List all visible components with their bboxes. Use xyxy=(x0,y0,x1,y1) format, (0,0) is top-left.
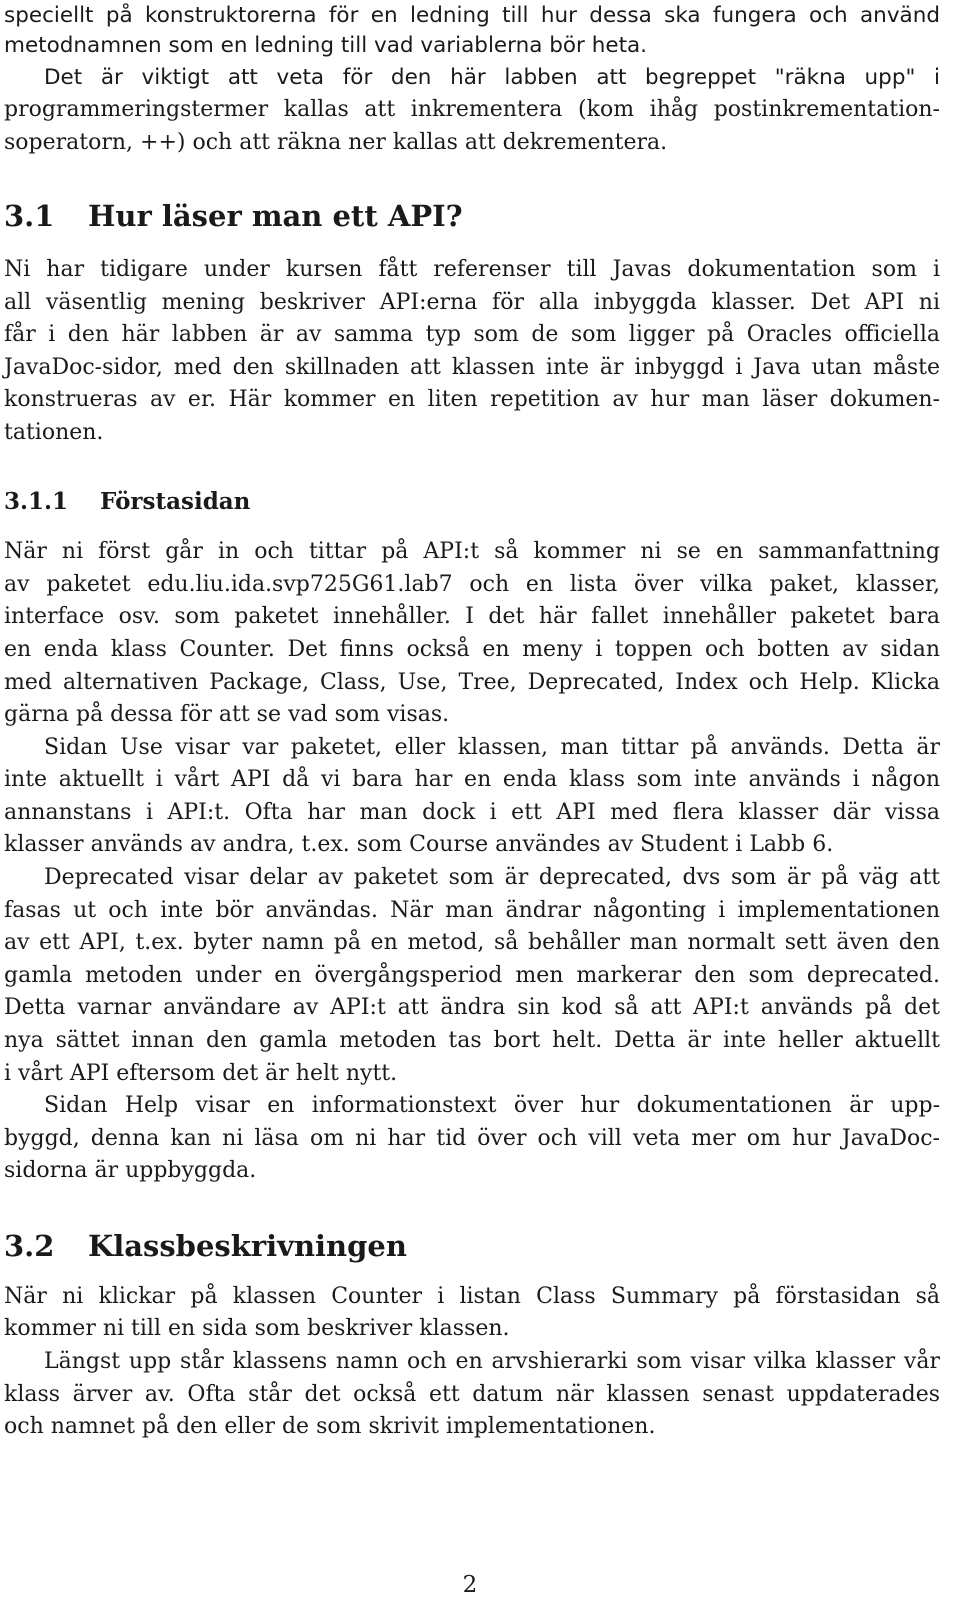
paragraph-line: byggd, denna kan ni läsa om ni har tid över och vill veta mer om hur JavaDoc- xyxy=(4,1126,940,1151)
paragraph-line: gärna på dessa för att se vad som visas. xyxy=(4,702,450,727)
paragraph-line: gamla metoden under en övergångsperiod men markerar den som deprecated. xyxy=(4,963,940,988)
paragraph-line: med alternativen Package, Class, Use, Tree, Deprecated, Index och Help. Klicka xyxy=(4,670,940,695)
paragraph-line: interface osv. som paketet innehåller. I det här fallet innehåller paketet bara xyxy=(4,604,940,629)
page-number: 2 xyxy=(462,1572,478,1598)
paragraph-line: klass ärver av. Ofta står det också ett datum när klassen senast uppdaterades xyxy=(4,1382,940,1407)
paragraph-line: Deprecated visar delar av paketet som är deprecated, dvs som är på väg att xyxy=(44,865,940,890)
paragraph-line: av ett API, t.ex. byter namn på en metod, så behåller man normalt sett även den xyxy=(4,930,940,955)
section-title: Hur läser man ett API? xyxy=(88,199,463,233)
section-title: Klassbeskrivningen xyxy=(88,1229,407,1263)
paragraph-line: och namnet på den eller de som skrivit implementationen. xyxy=(4,1414,656,1439)
paragraph-line: kommer ni till en sida som beskriver klassen. xyxy=(4,1316,510,1341)
paragraph-line: annanstans i API:t. Ofta har man dock i ett API med flera klasser där vissa xyxy=(4,800,940,825)
paragraph-line: JavaDoc-sidor, med den skillnaden att klassen inte är inbyggd i Java utan måste xyxy=(4,355,940,380)
paragraph-line: När ni först går in och tittar på API:t så kommer ni se en sammanfattning xyxy=(4,539,940,564)
intro-line: speciellt på konstruktorerna för en ledning till hur dessa ska fungera och använd xyxy=(4,3,940,28)
section-number: 3.2 xyxy=(4,1229,55,1263)
paragraph-line: sidorna är uppbyggda. xyxy=(4,1158,257,1183)
paragraph-line: all väsentlig mening beskriver API:erna för alla inbyggda klasser. Det API ni xyxy=(4,290,940,315)
paragraph-line: i vårt API eftersom det är helt nytt. xyxy=(4,1061,398,1086)
paragraph-line: av paketet edu.liu.ida.svp725G61.lab7 och en lista över vilka paket, klasser, xyxy=(4,572,940,597)
paragraph-line: Detta varnar användare av API:t att ändra sin kod så att API:t används på det xyxy=(4,995,940,1020)
paragraph-line: Sidan Help visar en informationstext över hur dokumentationen är upp- xyxy=(44,1093,940,1118)
subsection-number: 3.1.1 xyxy=(4,488,69,515)
paragraph-line: konstrueras av er. Här kommer en liten repetition av hur man läser dokumen- xyxy=(4,387,940,412)
intro-line: metodnamnen som en ledning till vad variablerna bör heta. xyxy=(4,33,648,58)
paragraph-line: Sidan Use visar var paketet, eller klassen, man tittar på används. Detta är xyxy=(44,735,940,760)
paragraph-line: nya sättet innan den gamla metoden tas bort helt. Detta är inte heller aktuellt xyxy=(4,1028,940,1053)
section-heading-3-1 xyxy=(4,196,463,236)
paragraph-line: När ni klickar på klassen Counter i listan Class Summary på förstasidan så xyxy=(4,1284,940,1309)
subsection-title: Förstasidan xyxy=(100,488,251,515)
paragraph-line: får i den här labben är av samma typ som de som ligger på Oracles officiella xyxy=(4,322,940,347)
paragraph-line: klasser används av andra, t.ex. som Course användes av Student i Labb 6. xyxy=(4,832,834,857)
intro-line: Det är viktigt att veta för den här labben att begreppet "räkna upp" i xyxy=(44,65,940,90)
section-heading-3-2 xyxy=(4,1226,407,1266)
section-number: 3.1 xyxy=(4,199,55,233)
paragraph-line: Ni har tidigare under kursen fått referenser till Javas dokumentation som i xyxy=(4,257,940,282)
paragraph-line: en enda klass Counter. Det finns också en meny i toppen och botten av sidan xyxy=(4,637,940,662)
intro-line: programmeringstermer kallas att inkrementera (kom ihåg postinkrementation- xyxy=(4,97,940,122)
paragraph-line: fasas ut och inte bör användas. När man ändrar någonting i implementationen xyxy=(4,898,940,923)
paragraph-line: Längst upp står klassens namn och en arvshierarki som visar vilka klasser vår xyxy=(44,1349,940,1374)
paragraph-line: tationen. xyxy=(4,420,104,445)
paragraph-line: inte aktuellt i vårt API då vi bara har en enda klass som inte används i någon xyxy=(4,767,940,792)
subsection-heading-3-1-1 xyxy=(4,485,250,519)
intro-line: soperatorn, ++) och att räkna ner kallas att dekrementera. xyxy=(4,130,668,155)
